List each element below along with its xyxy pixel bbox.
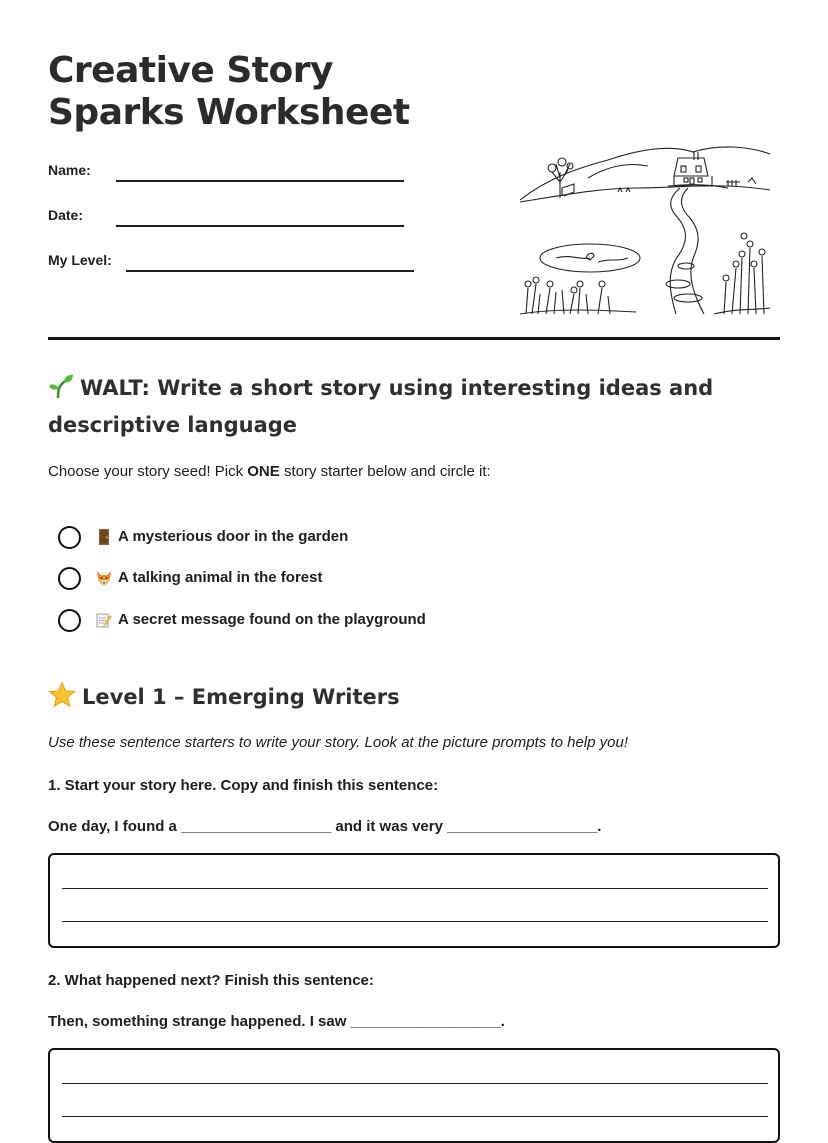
- writing-line: [62, 888, 768, 889]
- name-field[interactable]: [48, 160, 408, 190]
- star-icon: [48, 681, 76, 709]
- name-label: Name:: [48, 162, 91, 178]
- walt-heading: [48, 370, 768, 444]
- walt-heading-text: WALT: Write a short story using interesting ideas and descriptive language: [48, 376, 714, 437]
- option-radio-circle[interactable]: [58, 567, 81, 590]
- countryside-scene-illustration: [518, 138, 772, 316]
- level1-instructions: Use these sentence starters to write your story. Look at the picture prompts to help you!: [48, 734, 629, 751]
- prompt-2-sentence: Then, something strange happened. I saw __________________.: [48, 1013, 505, 1030]
- prompt-2-question: 2. What happened next? Finish this sentence:: [48, 972, 374, 989]
- worksheet-title: Creative Story Sparks Worksheet: [48, 50, 410, 133]
- option-label: A mysterious door in the garden: [118, 528, 349, 545]
- date-label: Date:: [48, 207, 84, 223]
- seedling-icon: [48, 374, 74, 398]
- answer-box-2[interactable]: [48, 1048, 780, 1143]
- door-icon: [96, 529, 112, 545]
- option-label: A talking animal in the forest: [118, 569, 323, 586]
- option-radio-circle[interactable]: [58, 526, 81, 549]
- writing-line: [62, 921, 768, 922]
- level-field[interactable]: [48, 250, 418, 280]
- option-label: A secret message found on the playground: [118, 611, 426, 628]
- level1-heading-text: Level 1 – Emerging Writers: [82, 685, 400, 709]
- intro-text: Choose your story seed! Pick ONE story starter below and circle it:: [48, 463, 491, 480]
- answer-box-1[interactable]: [48, 853, 780, 948]
- prompt-1-sentence: One day, I found a __________________ and it was very __________________.: [48, 818, 602, 835]
- writing-line: [62, 1116, 768, 1117]
- prompt-1-question: 1. Start your story here. Copy and finish this sentence:: [48, 777, 439, 794]
- date-line[interactable]: [116, 225, 404, 227]
- level-label: My Level:: [48, 252, 112, 268]
- story-option-animal[interactable]: [58, 567, 458, 591]
- option-radio-circle[interactable]: [58, 609, 81, 632]
- header-divider: [48, 337, 780, 340]
- writing-line: [62, 1083, 768, 1084]
- fox-icon: [96, 570, 112, 586]
- name-line[interactable]: [116, 180, 404, 182]
- memo-icon: [96, 612, 112, 628]
- story-option-door[interactable]: [58, 526, 458, 550]
- date-field[interactable]: [48, 205, 408, 235]
- level-line[interactable]: [126, 270, 414, 272]
- story-option-message[interactable]: [58, 609, 478, 633]
- level1-heading: [48, 681, 400, 712]
